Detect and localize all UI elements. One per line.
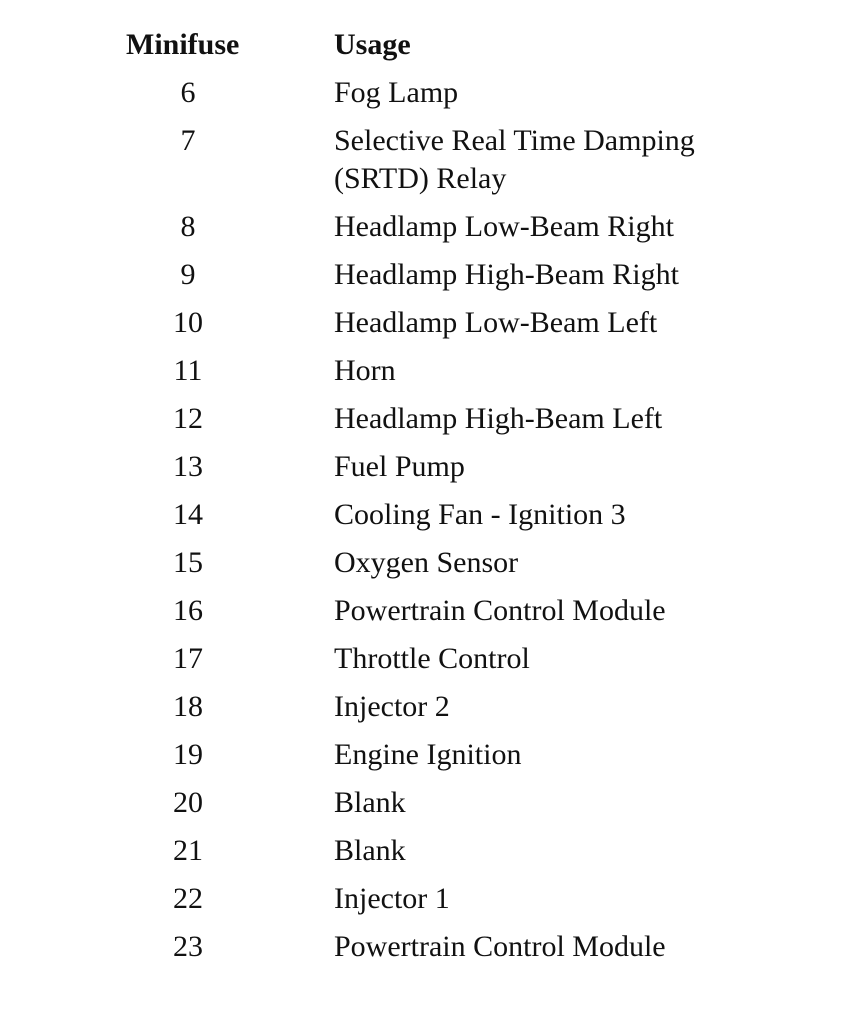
table-row — [0, 443, 847, 491]
table-row — [0, 117, 847, 203]
table-row — [0, 635, 847, 683]
fuse-usage: Blank — [334, 786, 406, 819]
fuse-usage: Fog Lamp — [334, 76, 459, 109]
minifuse-number: 12 — [173, 402, 203, 435]
fuse-usage: Powertrain Control Module — [334, 594, 666, 627]
minifuse-number: 9 — [180, 258, 196, 291]
fuse-usage: Headlamp Low-Beam Right — [334, 210, 674, 243]
table-row — [0, 395, 847, 443]
fuse-usage: Powertrain Control Module — [334, 930, 666, 963]
fuse-usage: Horn — [334, 354, 396, 387]
table-row — [0, 491, 847, 539]
minifuse-number: 14 — [173, 498, 203, 531]
table-row — [0, 539, 847, 587]
minifuse-number: 22 — [173, 882, 203, 915]
fuse-usage: Selective Real Time Damping (SRTD) Relay — [334, 124, 695, 195]
table-row — [0, 731, 847, 779]
fuse-usage: Cooling Fan - Ignition 3 — [334, 498, 626, 531]
minifuse-number: 23 — [173, 930, 203, 963]
minifuse-number: 10 — [173, 306, 203, 339]
minifuse-number: 11 — [173, 354, 203, 387]
minifuse-table — [0, 25, 847, 971]
column-header-usage: Usage — [334, 28, 411, 61]
fuse-usage: Headlamp High-Beam Right — [334, 258, 679, 291]
fuse-usage: Blank — [334, 834, 406, 867]
table-row — [0, 587, 847, 635]
table-row — [0, 779, 847, 827]
fuse-usage: Oxygen Sensor — [334, 546, 519, 579]
minifuse-number: 15 — [173, 546, 203, 579]
minifuse-number: 20 — [173, 786, 203, 819]
table-row — [0, 827, 847, 875]
minifuse-number: 16 — [173, 594, 203, 627]
table-row — [0, 875, 847, 923]
fuse-usage: Injector 2 — [334, 690, 450, 723]
fuse-usage: Engine Ignition — [334, 738, 522, 771]
fuse-usage: Headlamp High-Beam Left — [334, 402, 663, 435]
fuse-usage: Injector 1 — [334, 882, 450, 915]
minifuse-number: 18 — [173, 690, 203, 723]
fuse-usage: Throttle Control — [334, 642, 530, 675]
minifuse-number: 19 — [173, 738, 203, 771]
table-row — [0, 347, 847, 395]
table-header-row — [0, 25, 847, 69]
minifuse-number: 7 — [180, 124, 196, 157]
table-row — [0, 299, 847, 347]
minifuse-number: 21 — [173, 834, 203, 867]
minifuse-number: 8 — [180, 210, 196, 243]
fuse-usage: Headlamp Low-Beam Left — [334, 306, 658, 339]
table-row — [0, 251, 847, 299]
minifuse-number: 6 — [180, 76, 196, 109]
table-row — [0, 203, 847, 251]
minifuse-number: 13 — [173, 450, 203, 483]
table-row — [0, 69, 847, 117]
column-header-minifuse: Minifuse — [126, 28, 240, 61]
table-row — [0, 683, 847, 731]
minifuse-number: 17 — [173, 642, 203, 675]
table-row — [0, 923, 847, 971]
fuse-usage: Fuel Pump — [334, 450, 465, 483]
